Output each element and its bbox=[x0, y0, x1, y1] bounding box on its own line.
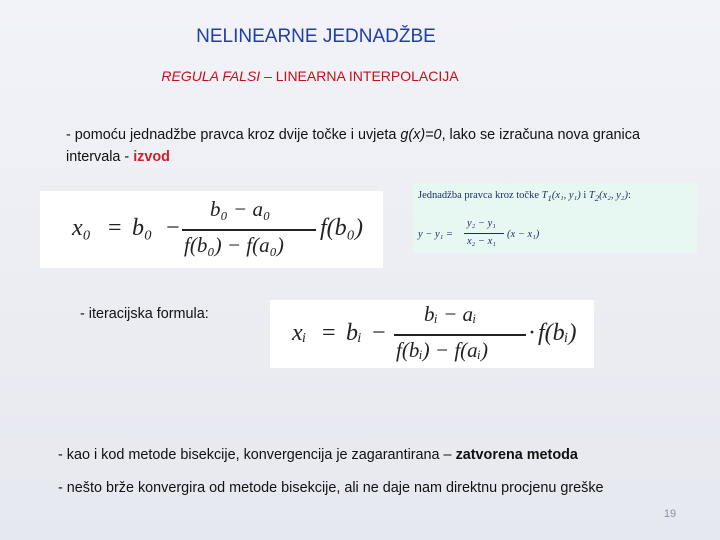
note-rhs: (x − x₁) bbox=[507, 229, 540, 240]
note-denominator: x₂ − x₁ bbox=[467, 236, 496, 247]
formula-i-eq: = bbox=[322, 320, 336, 346]
subtitle-italic: REGULA FALSI bbox=[161, 68, 261, 84]
formula0-fraction-bar bbox=[182, 229, 316, 231]
formula0-b: b₀ bbox=[132, 215, 153, 241]
formula-i-denominator: f(bᵢ) − f(aᵢ) bbox=[396, 338, 488, 362]
formula0-numerator: b₀ − a₀ bbox=[210, 197, 271, 221]
note-t2: $T_2(x_2$, y₂) bbox=[588, 190, 628, 204]
note-text: Jednadžba pravca kroz točke bbox=[418, 190, 539, 201]
formula0-lhs: x₀ bbox=[72, 215, 91, 241]
formula-x0 bbox=[40, 191, 383, 268]
formula-i-minus: − bbox=[372, 320, 386, 346]
bullet-derivation bbox=[66, 124, 686, 168]
formula0-tail: f(b₀) bbox=[320, 215, 363, 241]
formula0-denominator: f(b₀) − f(a₀) bbox=[184, 233, 284, 257]
bullet-convergence bbox=[58, 447, 578, 463]
bullet3-bold: zatvorena metoda bbox=[455, 447, 578, 463]
formula-i-b: bᵢ bbox=[346, 320, 362, 346]
formula-i-numerator: bᵢ − aᵢ bbox=[424, 302, 477, 326]
note-fraction-bar bbox=[464, 233, 504, 234]
line-equation-note bbox=[413, 183, 697, 253]
formula-xi bbox=[270, 300, 594, 368]
bullet-faster-convergence: - nešto brže konvergira od metode bisekcije, ali ne daje nam direktnu procjenu greške bbox=[58, 480, 604, 496]
slide-subtitle bbox=[0, 68, 620, 84]
bullet1-after: , lako se izračuna nova granica intervala - bbox=[66, 127, 640, 165]
page-number: 19 bbox=[663, 508, 677, 520]
formula-i-fraction-bar bbox=[394, 334, 526, 336]
bullet1-before: - pomoću jednadžbe pravca kroz dvije točke i uvjeta bbox=[66, 127, 401, 143]
formula0-eq: = bbox=[108, 215, 122, 241]
bullet1-highlight: izvod bbox=[133, 149, 170, 165]
formula-i-tail: f(bᵢ) bbox=[538, 320, 577, 346]
slide-title: NELINEARNE JEDNADŽBE bbox=[196, 26, 436, 47]
formula-i-dot: · bbox=[528, 320, 536, 346]
subtitle-rest: – LINEARNA INTERPOLACIJA bbox=[260, 68, 459, 84]
bullet-iterative-formula: - iteracijska formula: bbox=[80, 306, 209, 322]
bullet1-condition: g(x)=0 bbox=[400, 127, 442, 143]
formula0-minus: − bbox=[166, 215, 180, 241]
note-t1: $T_1(x_1$, y₁) bbox=[541, 190, 581, 204]
note-and: i bbox=[583, 190, 587, 201]
bullet3-text: - kao i kod metode bisekcije, konvergencija je zagarantirana – bbox=[58, 447, 456, 463]
note-lhs: y − y₁ = bbox=[418, 229, 454, 240]
note-line1 bbox=[418, 190, 631, 203]
formula-i-lhs: xᵢ bbox=[292, 320, 307, 346]
note-numerator: y₂ − y₁ bbox=[467, 218, 496, 229]
note-colon: : bbox=[627, 190, 631, 201]
